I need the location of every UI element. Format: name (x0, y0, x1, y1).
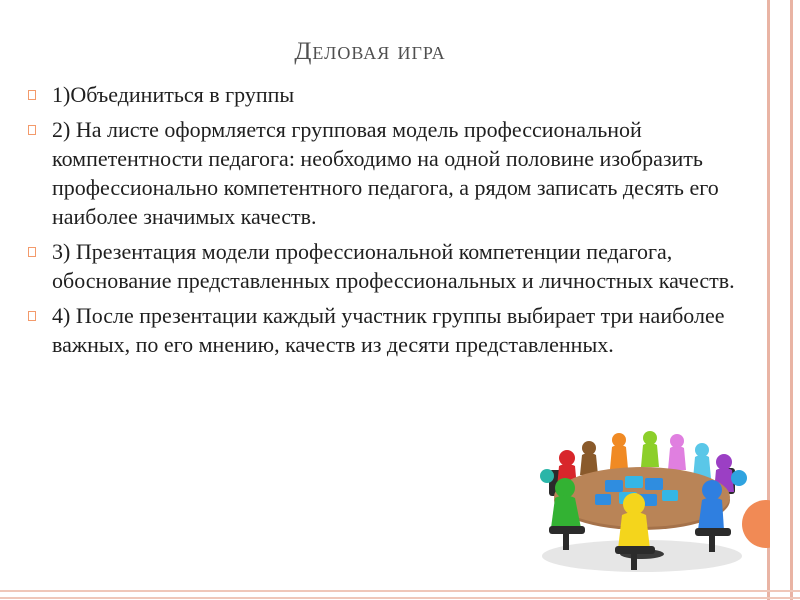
round-table-meeting-icon (527, 428, 757, 578)
bullet-item (26, 237, 756, 295)
bullet-item (26, 301, 756, 359)
bullet-marker-icon (28, 125, 36, 135)
bullet-marker-icon (28, 311, 36, 321)
bullet-text: 3) Презентация модели профессиональной компетенции педагога, обоснование представленных профессиональных и личностных качеств. (52, 239, 735, 293)
accent-circle-mask (770, 495, 790, 555)
frame-line-bottom-outer (0, 597, 800, 599)
bullet-list (26, 80, 756, 365)
slide-title: Деловая игра (294, 38, 446, 65)
bullet-item (26, 115, 756, 231)
bullet-text: 2) На листе оформляется групповая модель профессиональной компетентности педагога: необходимо на одной половине изобразить профессионально компетентного педагога, а рядом записать десять его наиболее значимых качеств. (52, 117, 719, 229)
bullet-text: 4) После презентации каждый участник группы выбирает три наиболее важных, по его мнению, качеств из десяти представленных. (52, 303, 725, 357)
bullet-text: 1)Объединиться в группы (52, 82, 295, 107)
frame-line-bottom-inner (0, 590, 800, 592)
frame-line-right-outer (790, 0, 793, 600)
bullet-marker-icon (28, 247, 36, 257)
bullet-marker-icon (28, 90, 36, 100)
bullet-item (26, 80, 756, 109)
